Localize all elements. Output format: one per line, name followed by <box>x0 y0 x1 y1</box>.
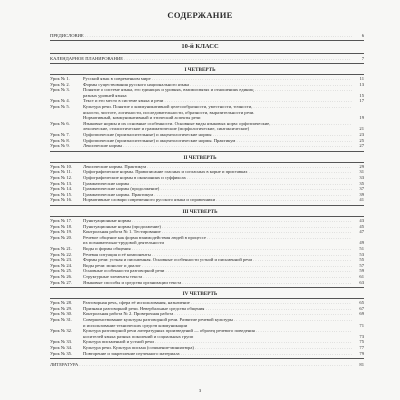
lesson-number: Урок № 25. <box>50 268 73 274</box>
lesson-title: Понятие о системе языка, его единицах и уровнях, взаимосвязях и отношениях единиц . . . <box>83 87 352 93</box>
literature-title: ЛИТЕРАТУРА . . . <box>50 362 352 368</box>
quarter-title: I ЧЕТВЕРТЬ <box>184 67 216 73</box>
toc-entry[interactable] <box>50 143 364 149</box>
page-ref: 53 <box>359 251 364 257</box>
lesson-title: Нормативные словари современного русского языка и справочники . . . <box>83 197 352 203</box>
lesson-number: Урок № 30. <box>50 311 73 317</box>
divider <box>50 162 364 163</box>
divider <box>50 358 364 359</box>
page-ref: 67 <box>359 305 364 311</box>
page-ref: 21 <box>359 126 364 132</box>
lesson-number: Урок № 26. <box>50 274 73 279</box>
lesson-title: Культура речи. Культура письма (сочинение-миниатюра) . . . <box>83 345 352 351</box>
lesson-number: Урок № 27. <box>50 279 73 285</box>
lesson-number: Урок № 11. <box>50 169 72 175</box>
lesson-number: Урок № 1. <box>50 76 70 81</box>
page-ref: 43 <box>359 218 364 223</box>
divider <box>50 74 364 75</box>
page-ref: 81 <box>359 362 364 368</box>
lesson-title: Языковые нормы и их основные особенности. Основные виды языковых норм: орфоэпические, . . . <box>83 121 352 127</box>
page-ref: 49 <box>359 240 364 246</box>
lesson-number: Урок № 20. <box>50 234 73 240</box>
lesson-title: лексические, стилистические и грамматические (морфологические, синтаксические) <box>83 126 250 132</box>
page-ref: 31 <box>359 169 364 175</box>
lesson-number: Урок № 19. <box>50 229 73 235</box>
page-ref: 37 <box>359 186 364 192</box>
page-ref: 25 <box>359 137 364 143</box>
lesson-title: Виды речи: монолог и диалог . . . <box>83 263 352 269</box>
lesson-title: Формы существования русского национального языка . . . <box>83 82 352 88</box>
lesson-title: Пунктуационные нормы (продолжение) . . . <box>83 224 352 230</box>
lesson-title: Лексические нормы. Практикум . . . <box>83 164 352 170</box>
lesson-number: Урок № 3. <box>50 87 70 93</box>
lesson-number: Урок № 17. <box>50 218 73 223</box>
lesson-number: Урок № 8. <box>50 137 70 143</box>
lesson-number: Урок № 2. <box>50 81 70 87</box>
page-ref: 69 <box>359 311 364 317</box>
page-ref: 63 <box>359 279 364 285</box>
lesson-title: Формы речи: устная и письменная. Основные особенности устной и письменной речи . . . <box>83 257 352 263</box>
lesson-number: Урок № 34. <box>50 345 73 350</box>
lesson-title: Речевая ситуация и её компоненты . . . <box>83 252 352 258</box>
quarter-title: III ЧЕТВЕРТЬ <box>182 209 218 215</box>
lesson-title: Культура разговорной речи литературных произведений — образец речевого поведения . . . <box>83 328 352 334</box>
lesson-number: Урок № 10. <box>50 163 73 169</box>
lesson-title: Виды и формы общения . . . <box>83 246 352 252</box>
page-ref: 79 <box>359 350 364 356</box>
lesson-title: разных уровней языка <box>83 92 127 98</box>
toc-entry[interactable] <box>50 197 364 203</box>
page-ref: 27 <box>359 143 364 149</box>
lesson-number: Урок № 7. <box>50 132 70 137</box>
lesson-title: Нормативный, коммуникативный и этический аспекты речи <box>83 115 201 121</box>
page-ref: 23 <box>359 132 364 137</box>
lesson-number: Урок № 13. <box>50 180 73 186</box>
page-title: СОДЕРЖАНИЕ <box>167 10 233 20</box>
toc-entry[interactable] <box>50 351 364 357</box>
page-ref: 7 <box>361 56 364 61</box>
lesson-title: Совершенствование культуры разговорной речи. Развитие речевой культуры . . . <box>83 317 352 323</box>
lesson-number: Урок № 18. <box>50 223 73 229</box>
page-ref: 39 <box>359 191 364 197</box>
lesson-number: Урок № 23. <box>50 257 73 263</box>
page-ref: 45 <box>359 223 364 229</box>
page-ref: 61 <box>359 274 364 279</box>
lesson-number: Урок № 6. <box>50 120 70 126</box>
lesson-number: Урок № 9. <box>50 143 70 149</box>
page-ref: 35 <box>359 180 364 186</box>
lesson-title: их познавательно-трудовой деятельности <box>83 240 164 246</box>
lesson-title: Лексические нормы . . . <box>83 143 352 149</box>
page-ref: 59 <box>359 268 364 274</box>
lesson-title: Русский язык в современном мире . . . <box>83 76 352 82</box>
lesson-title: Структурные элементы текста . . . <box>83 274 352 280</box>
lesson-title: Пунктуационные нормы . . . <box>83 218 352 224</box>
page-ref: 55 <box>359 257 364 263</box>
divider <box>50 151 364 152</box>
lesson-title: Текст и его место в системе языка и речи . . . <box>83 98 352 104</box>
lesson-number: Урок № 21. <box>50 246 73 251</box>
lesson-number: Урок № 16. <box>50 197 73 203</box>
lesson-number: Урок № 4. <box>50 98 70 104</box>
page-ref: 6 <box>361 33 364 38</box>
page-ref: 29 <box>359 163 364 169</box>
lesson-title: Признаки разговорной речи. Невербальные средства общения . . . <box>83 306 352 312</box>
lesson-title: Орфографические нормы. Правописание гласных и согласных в корне и приставках . . . <box>83 169 352 175</box>
page-ref: 71 <box>359 322 364 328</box>
lesson-title: Грамматические нормы. Практикум . . . <box>83 192 352 198</box>
toc-entry[interactable] <box>50 280 364 286</box>
lesson-title: Грамматические нормы (продолжение) . . . <box>83 186 352 192</box>
lesson-number: Урок № 15. <box>50 191 73 197</box>
toc-entry[interactable] <box>50 362 364 368</box>
divider <box>50 205 364 206</box>
page-ref: 17 <box>359 98 364 104</box>
page-number: 3 <box>198 388 202 393</box>
toc-entry[interactable] <box>50 56 364 62</box>
lesson-title: Культура речи. Понятие о коммуникативной целесообразности, уместности, точности, . . . <box>83 104 352 110</box>
lesson-number: Урок № 28. <box>50 300 73 306</box>
class-title: 10-й КЛАСС <box>181 43 219 50</box>
lesson-title: Культура письменной и устной речи . . . <box>83 339 352 345</box>
lesson-title: Контрольная работа № 1. Тестирование . . . <box>83 229 352 235</box>
divider <box>50 53 364 54</box>
lesson-title: Контрольная работа № 2. Проверочная работа . . . <box>83 311 352 317</box>
lesson-title: Орфографические нормы в окончаниях и суффиксах . . . <box>83 175 352 181</box>
lesson-number: Урок № 5. <box>50 104 70 109</box>
lesson-title: Грамматические нормы . . . <box>83 181 352 187</box>
lesson-title: Повторение и закрепление изученного материала . . . <box>83 351 352 357</box>
divider <box>50 40 364 41</box>
page-ref: 77 <box>359 345 364 350</box>
page-ref: 51 <box>359 246 364 251</box>
lesson-title: Речевое общение как форма взаимодействия людей в процессе . . . <box>83 235 352 241</box>
page-ref: 73 <box>359 333 364 339</box>
lesson-title: Основные особенности разговорной речи . . . <box>83 268 352 274</box>
page-ref: 19 <box>359 115 364 121</box>
lesson-number: Урок № 14. <box>50 186 73 192</box>
lesson-number: Урок № 12. <box>50 175 73 180</box>
divider <box>50 298 364 299</box>
page-ref: 13 <box>359 81 364 87</box>
lesson-number: Урок № 22. <box>50 251 73 257</box>
quarter-title: IV ЧЕТВЕРТЬ <box>182 291 218 298</box>
lesson-number: Урок № 29. <box>50 305 73 311</box>
lesson-number: Урок № 35. <box>50 350 73 356</box>
lesson-title: ясности, чистоте, логичности, последовательности, образности, выразительности речи. <box>83 109 255 115</box>
lesson-title: КАЛЕНДАРНОЕ ПЛАНИРОВАНИЕ . . . <box>50 56 352 62</box>
lesson-title: и использование технических средств коммуникации <box>83 322 188 328</box>
lesson-title: носителей языка разных поколений и социальных групп <box>83 333 194 339</box>
lesson-number: Урок № 31. <box>50 317 73 322</box>
page-ref: 65 <box>359 300 364 306</box>
divider <box>50 287 364 288</box>
toc-entry[interactable] <box>50 33 364 39</box>
page-ref: 57 <box>359 262 364 268</box>
page-ref: 11 <box>359 76 364 81</box>
lesson-title: Орфоэпические (произносительные) и акцентологические нормы. Практикум . . . <box>83 138 352 144</box>
lesson-title: ПРЕДИСЛОВИЕ . . . <box>50 33 352 39</box>
lesson-number: Урок № 33. <box>50 339 73 345</box>
quarter-title: II ЧЕТВЕРТЬ <box>183 154 217 161</box>
lesson-title: Разговорная речь, сфера её использования, назначение . . . <box>83 300 352 306</box>
page-ref: 75 <box>359 339 364 345</box>
divider <box>50 63 364 64</box>
divider <box>50 216 364 217</box>
lesson-number: Урок № 32. <box>50 328 73 334</box>
page-ref: 47 <box>359 229 364 235</box>
page-ref: 15 <box>359 92 364 98</box>
lesson-title: Орфоэпические (произносительные) и акцентологические нормы . . . <box>83 132 352 138</box>
page-ref: 33 <box>359 175 364 180</box>
page-ref: 41 <box>359 197 364 203</box>
lesson-title: Языковые способы и средства организации текста . . . <box>83 280 352 286</box>
lesson-number: Урок № 24. <box>50 262 73 268</box>
